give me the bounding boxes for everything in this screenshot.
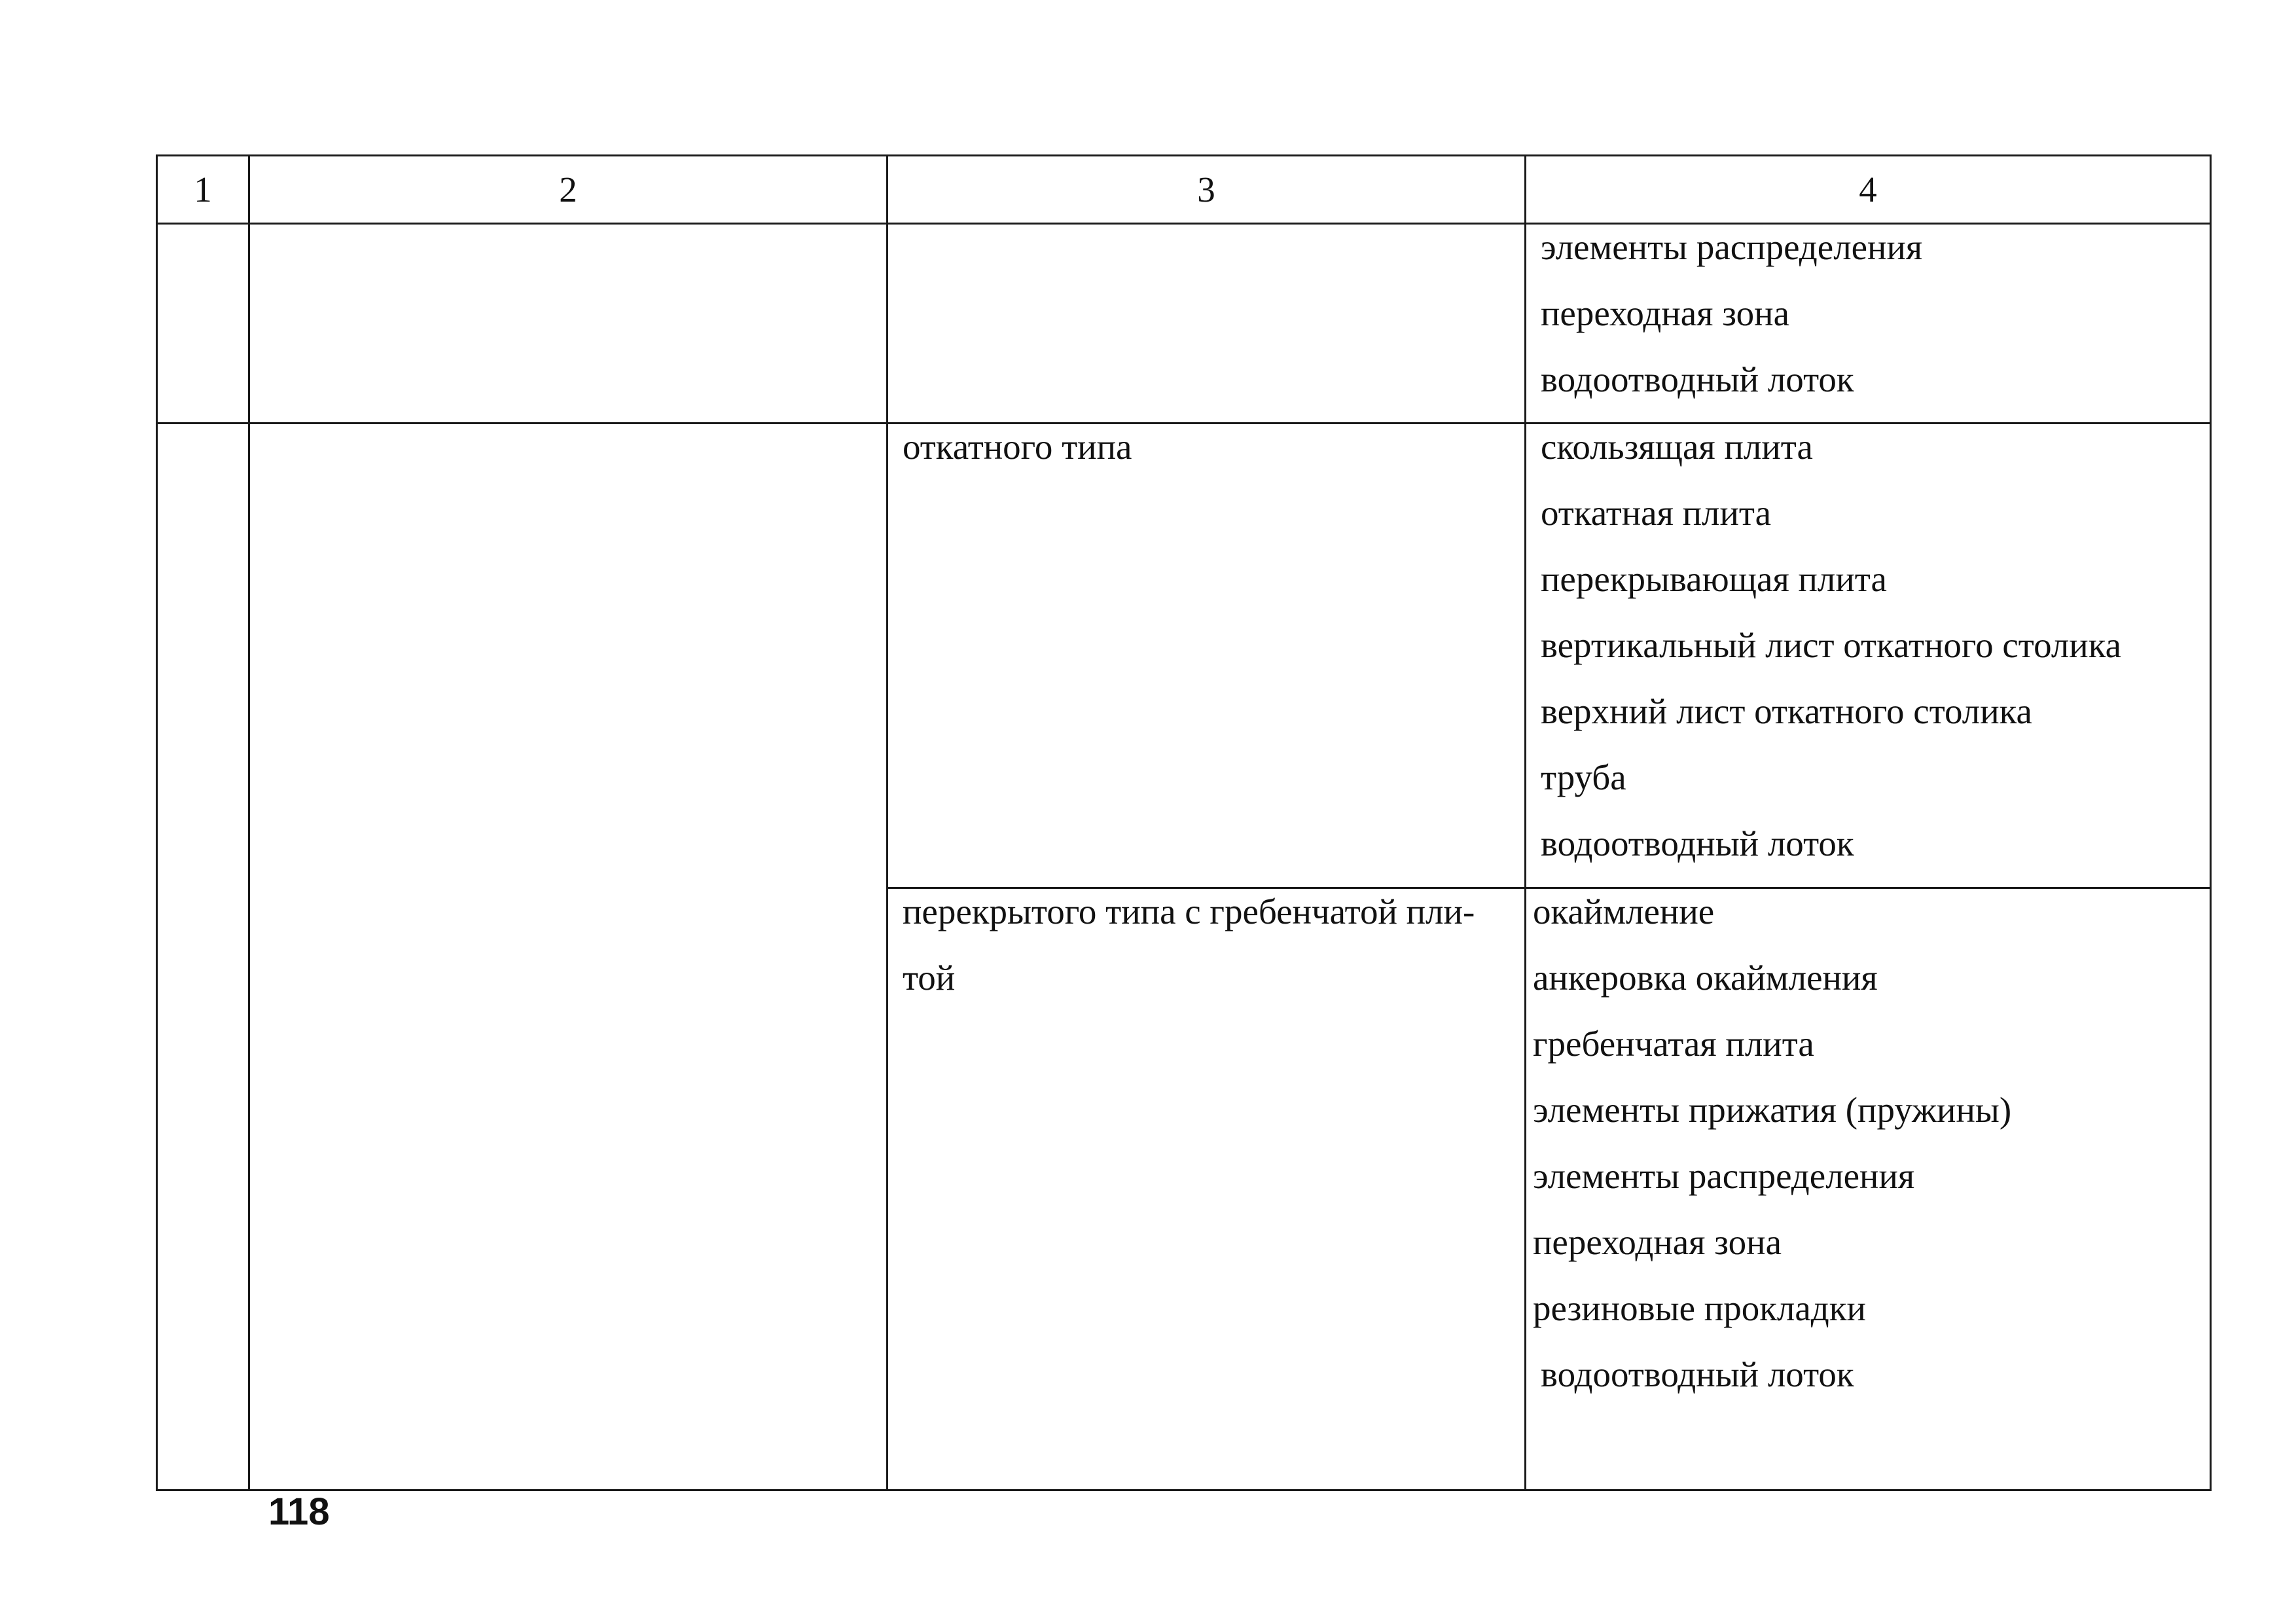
list-item: водоотводный лоток [1541, 1354, 1854, 1394]
data-table [156, 154, 2212, 1491]
row1-col2 [249, 224, 888, 424]
cell-text-line: перекрытого типа с гребенчатой пли- [903, 892, 1475, 931]
list-item: вертикальный лист откатного столика [1541, 625, 2122, 665]
row2-col2 [249, 424, 888, 1490]
row2-col3 [888, 424, 1526, 888]
list-item: элементы распределения [1541, 227, 1923, 267]
header-cell-2: 2 [249, 156, 888, 224]
header-cell-1: 1 [157, 156, 249, 224]
row1-col3 [888, 224, 1526, 424]
page-number: 118 [268, 1490, 330, 1533]
table-row [157, 424, 2211, 888]
list-item: гребенчатая плита [1533, 1024, 1814, 1064]
header-cell-3: 3 [888, 156, 1526, 224]
table-row [157, 224, 2211, 424]
list-item: водоотводный лоток [1541, 823, 1854, 863]
list-item: скользящая плита [1541, 427, 1813, 467]
row3-col4 [1526, 888, 2211, 1490]
row2-col4 [1526, 424, 2211, 888]
row3-col3 [888, 888, 1526, 1490]
list-item: переходная зона [1533, 1222, 1782, 1262]
cell-text-line: той [903, 958, 956, 998]
list-item: анкеровка окаймления [1533, 958, 1878, 998]
list-item: резиновые прокладки [1533, 1288, 1866, 1328]
list-item: верхний лист откатного столика [1541, 691, 2032, 731]
row2-col1 [157, 424, 249, 1490]
list-item: окаймление [1533, 892, 1715, 931]
row1-col4 [1526, 224, 2211, 424]
list-item: труба [1541, 757, 1626, 797]
list-item: водоотводный лоток [1541, 359, 1854, 399]
list-item: откатная плита [1541, 493, 1772, 533]
cell-text: откатного типа [903, 427, 1132, 467]
list-item: переходная зона [1541, 293, 1789, 333]
header-cell-4: 4 [1526, 156, 2211, 224]
list-item: перекрывающая плита [1541, 559, 1887, 599]
list-item: элементы прижатия (пружины) [1533, 1090, 2012, 1130]
table-header-row [157, 156, 2211, 224]
row1-col1 [157, 224, 249, 424]
list-item: элементы распределения [1533, 1156, 1915, 1196]
